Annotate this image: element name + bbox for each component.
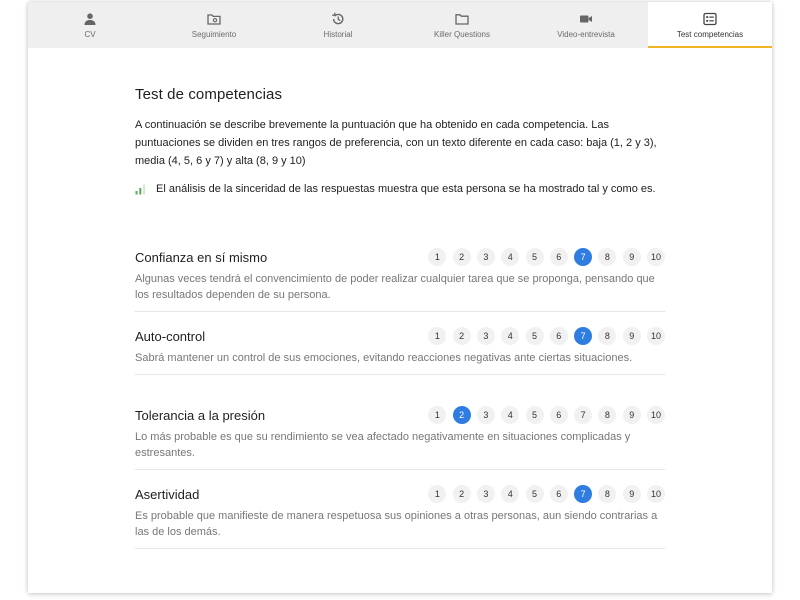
score-dot: 4	[501, 485, 519, 503]
competency-name: Tolerancia a la presión	[135, 408, 266, 423]
folder-icon	[207, 12, 221, 26]
competency-asertividad	[135, 484, 665, 549]
score-dot: 2	[453, 327, 471, 345]
score-dot: 6	[550, 248, 568, 266]
score-dot: 9	[623, 406, 641, 424]
score-dot: 6	[550, 485, 568, 503]
score-dot: 5	[526, 248, 544, 266]
competency-auto-control	[135, 326, 665, 375]
score-dot-selected: 7	[574, 485, 592, 503]
score-dot: 8	[598, 327, 616, 345]
score-dot: 4	[501, 248, 519, 266]
score-dot: 10	[647, 485, 665, 503]
video-camera-icon	[579, 12, 593, 26]
tab-cv[interactable]	[28, 2, 152, 48]
score-dot: 10	[647, 327, 665, 345]
score-dot: 5	[526, 327, 544, 345]
score-dot: 8	[598, 406, 616, 424]
score-dot: 6	[550, 406, 568, 424]
competency-description: Algunas veces tendrá el convencimiento de poder realizar cualquier tarea que se proponga, pensando que los resultados dependen de su persona.	[135, 273, 655, 301]
page-title: Test de competencias	[135, 86, 283, 103]
person-icon	[83, 12, 97, 26]
score-dot: 1	[428, 327, 446, 345]
score-scale	[422, 485, 665, 503]
history-icon	[331, 12, 345, 26]
competency-name: Asertividad	[135, 487, 200, 502]
score-scale	[422, 248, 665, 266]
folder-outline-icon	[455, 12, 469, 26]
sincerity-note	[135, 181, 665, 197]
score-dot: 6	[550, 327, 568, 345]
competency-description: Sabrá mantener un control de sus emociones, evitando reacciones negativas ante ciertas situaciones.	[135, 352, 633, 364]
tab-killer-questions[interactable]	[400, 2, 524, 48]
score-dot: 5	[526, 406, 544, 424]
tab-video-entrevista[interactable]	[524, 2, 648, 48]
tab-label: CV	[84, 30, 96, 39]
sincerity-text: El análisis de la sinceridad de las respuestas muestra que esta persona se ha mostrado tal y como es.	[156, 183, 656, 195]
tab-seguimiento[interactable]	[152, 2, 276, 48]
score-dot: 3	[477, 327, 495, 345]
tab-historial[interactable]	[276, 2, 400, 48]
score-dot: 2	[453, 248, 471, 266]
tab-test-competencias[interactable]	[648, 2, 772, 48]
score-dot: 5	[526, 485, 544, 503]
score-dot: 7	[574, 406, 592, 424]
score-scale	[422, 406, 665, 424]
score-dot: 4	[501, 406, 519, 424]
score-dot: 4	[501, 327, 519, 345]
score-dot-selected: 7	[574, 248, 592, 266]
score-dot: 1	[428, 485, 446, 503]
tab-label: Video-entrevista	[557, 30, 615, 39]
competency-description: Es probable que manifieste de manera respetuosa sus opiniones a otras personas, aun siendo contrarias a las de los demás.	[135, 510, 658, 538]
score-dot-selected: 7	[574, 327, 592, 345]
tab-label: Killer Questions	[433, 30, 491, 39]
tab-bar	[28, 2, 772, 48]
score-scale	[422, 327, 665, 345]
competency-name: Confianza en sí mismo	[135, 250, 268, 265]
score-dot-selected: 2	[453, 406, 471, 424]
checklist-icon	[703, 12, 717, 26]
tab-label: Test competencias	[676, 30, 744, 39]
competency-confianza	[135, 247, 665, 312]
score-dot: 10	[647, 248, 665, 266]
candidate-card	[28, 2, 772, 593]
score-dot: 3	[477, 406, 495, 424]
competency-name: Auto-control	[135, 329, 206, 344]
score-dot: 2	[453, 485, 471, 503]
tab-label: Historial	[323, 30, 353, 39]
score-dot: 9	[623, 485, 641, 503]
signal-bars-icon	[135, 181, 148, 197]
competency-tolerancia	[135, 405, 665, 470]
score-dot: 3	[477, 485, 495, 503]
score-dot: 9	[623, 327, 641, 345]
score-dot: 3	[477, 248, 495, 266]
score-dot: 1	[428, 248, 446, 266]
intro-text: A continuación se describe brevemente la puntuación que ha obtenido en cada competencia. Las puntuaciones se dividen en tres rangos de preferencia, con un texto diferente en cada caso: baja (1, 2 y 3), media (4, 5, 6 y 7) y alta (8, 9 y 10)	[135, 119, 657, 167]
score-dot: 10	[647, 406, 665, 424]
score-dot: 9	[623, 248, 641, 266]
score-dot: 8	[598, 248, 616, 266]
competency-description: Lo más probable es que su rendimiento se vea afectado negativamente en situaciones complicadas y estresantes.	[135, 431, 631, 459]
score-dot: 1	[428, 406, 446, 424]
tab-label: Seguimiento	[191, 30, 237, 39]
score-dot: 8	[598, 485, 616, 503]
